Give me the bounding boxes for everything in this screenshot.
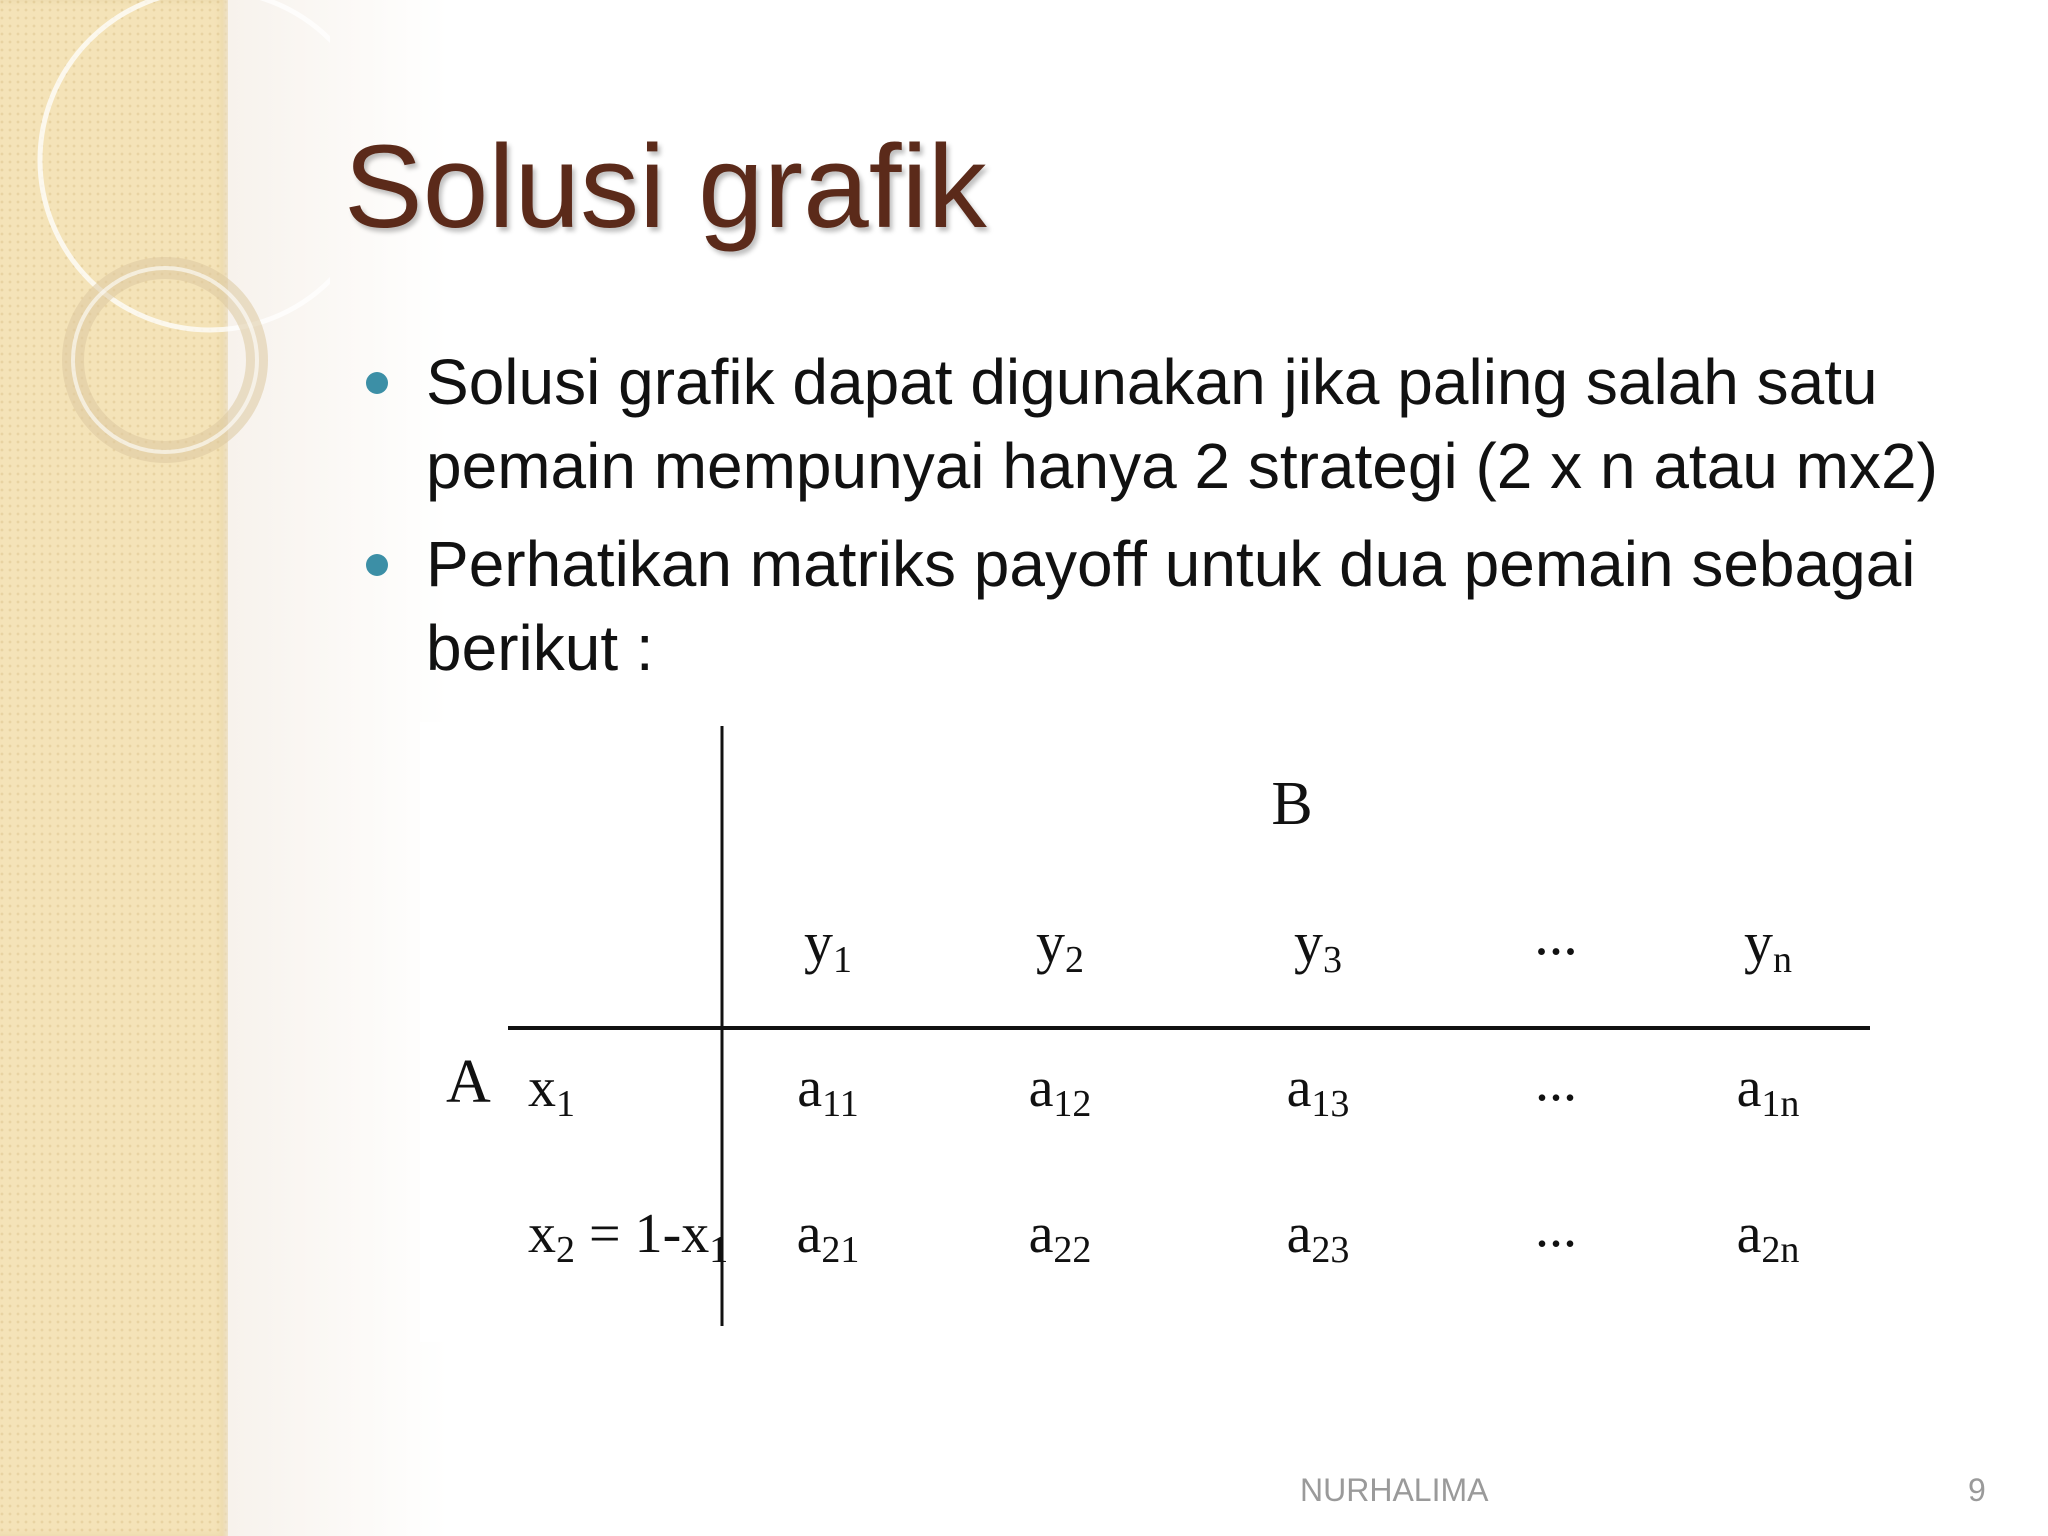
- bullet-dot-icon: [366, 372, 388, 394]
- matrix-cell: a11: [797, 1057, 859, 1125]
- bullet-item: [360, 340, 2000, 508]
- slide-title: Solusi grafik: [344, 121, 987, 253]
- matrix-cell: a23: [1286, 1203, 1350, 1271]
- row-label: x1: [528, 1057, 575, 1125]
- decorative-rings: [0, 0, 330, 520]
- matrix-cell: ...: [1535, 1051, 1577, 1113]
- bullet-list: [360, 340, 2000, 720]
- matrix-cell: a1n: [1736, 1057, 1800, 1125]
- matrix-cell: a22: [1028, 1203, 1092, 1271]
- row-label: x2 = 1-x1: [528, 1203, 729, 1271]
- bullet-dot-icon: [366, 554, 388, 576]
- column-header: y2: [1036, 910, 1084, 981]
- column-header: y3: [1294, 910, 1342, 981]
- column-player-label: B: [1271, 770, 1313, 838]
- matrix-cell: a21: [796, 1203, 860, 1271]
- column-header: yn: [1744, 910, 1792, 981]
- row-player-label: A: [446, 1048, 491, 1116]
- matrix-cell: a13: [1286, 1057, 1350, 1125]
- page-number: 9: [1968, 1472, 1986, 1508]
- matrix-cell: ...: [1535, 1197, 1577, 1259]
- matrix-cell: a2n: [1736, 1203, 1800, 1271]
- column-header: y1: [804, 910, 852, 981]
- payoff-matrix: [420, 722, 1900, 1342]
- bullet-text: Perhatikan matriks payoff untuk dua pemain sebagai berikut :: [426, 528, 1916, 684]
- bullet-item: [360, 522, 2000, 690]
- matrix-cell: a12: [1028, 1057, 1092, 1125]
- bullet-text: Solusi grafik dapat digunakan jika paling salah satu pemain mempunyai hanya 2 strategi (2 x n atau mx2): [426, 346, 1938, 502]
- footer-author: NURHALIMA: [1300, 1472, 1489, 1508]
- column-header: ...: [1534, 902, 1578, 967]
